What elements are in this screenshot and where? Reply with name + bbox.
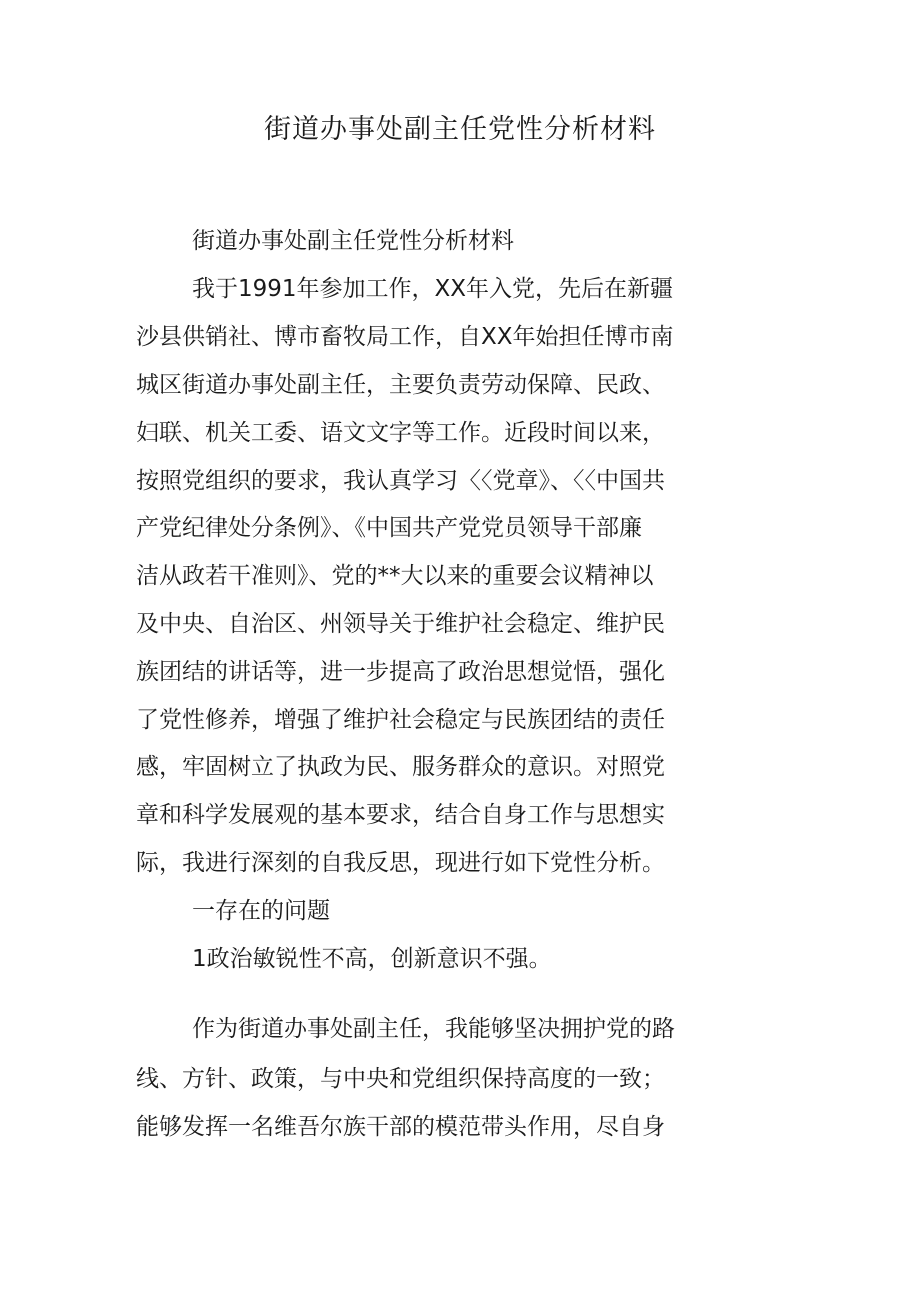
paragraph-line: 族团结的讲话等，进一步提高了政治思想觉悟，强化 [136, 659, 665, 685]
paragraph-line: 作为街道办事处副主任，我能够坚决拥护党的路 [192, 1016, 675, 1042]
paragraph-line: 能够发挥一名维吾尔族干部的模范带头作用，尽自身 [136, 1114, 665, 1140]
paragraph-line: 了党性修养，增强了维护社会稳定与民族团结的责任 [136, 707, 665, 733]
paragraph-line: 妇联、机关工委、语文文字等工作。近段时间以来， [136, 420, 665, 446]
paragraph-line: 沙县供销社、博市畜牧局工作，自XX年始担任博市南 [136, 324, 674, 350]
paragraph-line: 线、方针、政策，与中央和党组织保持高度的一致； [136, 1066, 665, 1092]
paragraph-line: 洁从政若干准则》、党的**大以来的重要会议精神以 [136, 563, 654, 589]
document-title: 街道办事处副主任党性分析材料 [264, 114, 656, 145]
subheading: 1政治敏锐性不高，创新意识不强。 [192, 946, 552, 972]
section-heading: 一存在的问题 [192, 898, 330, 924]
paragraph-line: 产党纪律处分条例》、《中国共产党党员领导干部廉 [136, 515, 642, 541]
paragraph-line: 际，我进行深刻的自我反思，现进行如下党性分析。 [136, 850, 665, 876]
paragraph-line: 感，牢固树立了执政为民、服务群众的意识。对照党 [136, 754, 665, 780]
paragraph-line: 及中央、自治区、州领导关于维护社会稳定、维护民 [136, 611, 665, 637]
document-subtitle: 街道办事处副主任党性分析材料 [192, 228, 514, 254]
paragraph-line: 按照党组织的要求，我认真学习〈〈党章》、〈〈中国共 [136, 468, 665, 494]
paragraph-line: 城区街道办事处副主任，主要负责劳动保障、民政、 [136, 372, 665, 398]
paragraph-line: 章和科学发展观的基本要求，结合自身工作与思想实 [136, 802, 665, 828]
paragraph-line: 我于1991年参加工作，XX年入党，先后在新疆 [192, 276, 674, 302]
